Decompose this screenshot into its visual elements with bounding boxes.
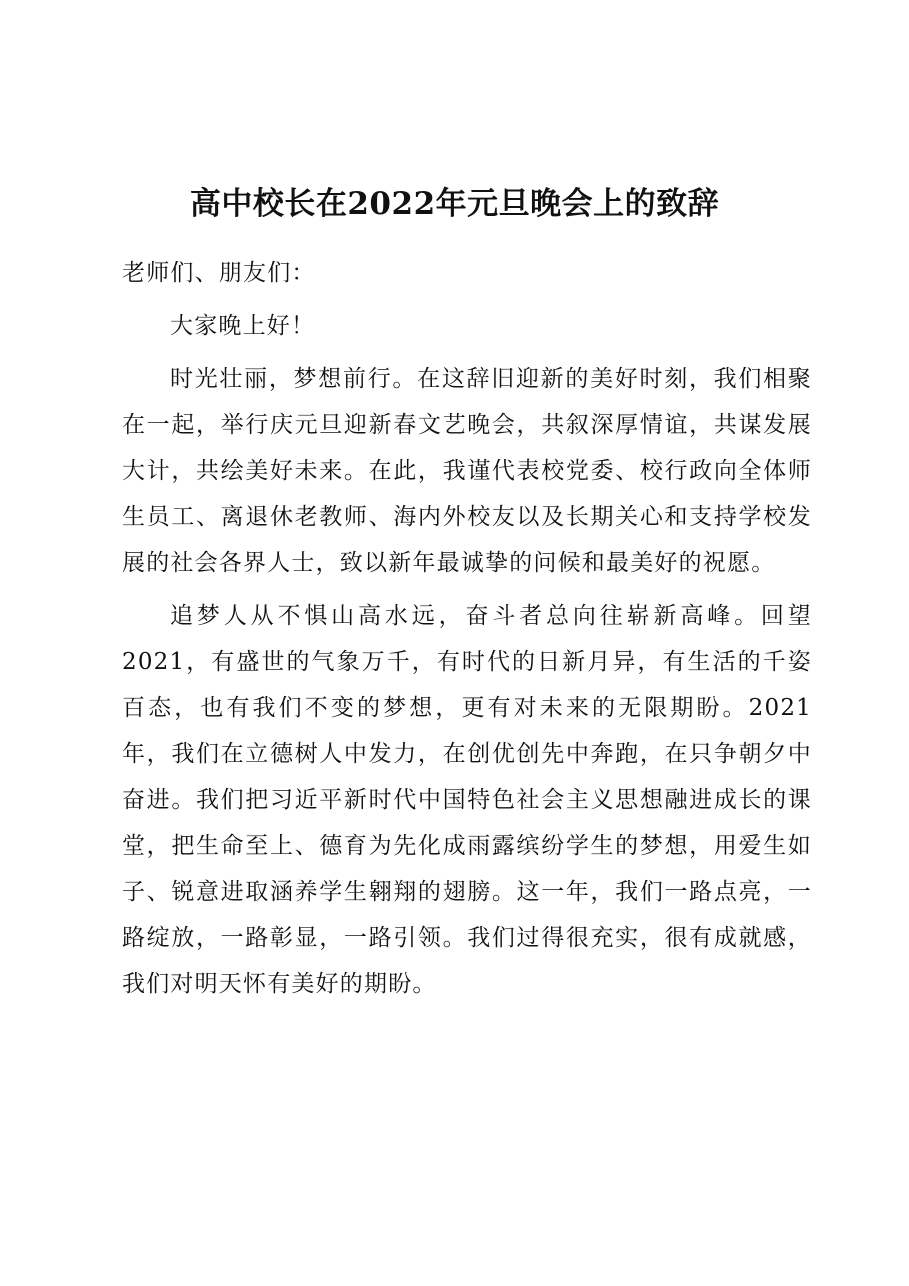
salutation-line: 老师们、朋友们： xyxy=(122,260,316,286)
document-title: 高中校长在2022年元旦晚会上的致辞 xyxy=(189,185,720,222)
greeting-line: 大家晚上好！ xyxy=(170,313,316,339)
paragraph-review: 追梦人从不惧山高水远，奋斗者总向往崭新高峰。回望2021，有盛世的气象万千，有时代的日新月异，有生活的千姿百态，也有我们不变的梦想，更有对未来的无限期盼。2021年，我们在立德树人中发力，在创优创先中奔跑，在只争朝夕中奋进。我们把习近平新时代中国特色社会主义思想融进成长的课堂，把生命至上、德育为先化成雨露缤纷学生的梦想，用爱生如子、锐意进取涵养学生翱翔的翅膀。这一年，我们一路点亮，一路绽放，一路彰显，一路引领。我们过得很充实，很有成就感，我们对明天怀有美好的期盼。 xyxy=(122,603,812,997)
document-body xyxy=(122,250,812,1014)
paragraph-opening: 时光壮丽，梦想前行。在这辞旧迎新的美好时刻，我们相聚在一起，举行庆元旦迎新春文艺晚会，共叙深厚情谊，共谋发展大计，共绘美好未来。在此，我谨代表校党委、校行政向全体师生员工、离退休老教师、海内外校友以及长期关心和支持学校发展的社会各界人士，致以新年最诚挚的问候和最美好的祝愿。 xyxy=(122,366,812,576)
